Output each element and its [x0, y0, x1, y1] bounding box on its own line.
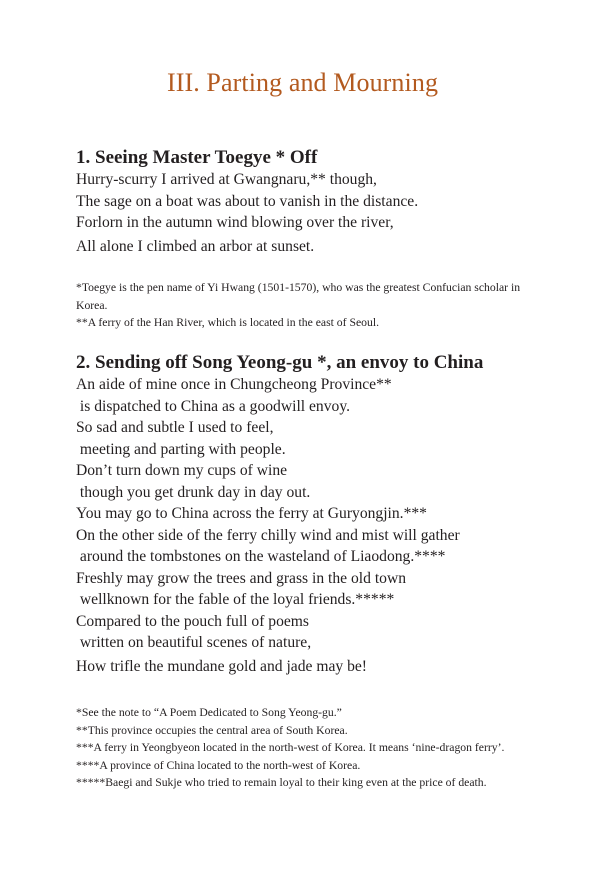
footnote: ****A province of China located to the north-west of Korea.	[76, 758, 361, 772]
poem-line: So sad and subtle I used to feel,	[76, 419, 274, 436]
poem-section-1	[76, 147, 546, 257]
poem-line: Hurry-scurry I arrived at Gwangnaru,** though,	[76, 171, 377, 188]
poem-heading: 1. Seeing Master Toegye * Off	[76, 147, 318, 168]
poem-line: though you get drunk day in day out.	[76, 483, 311, 501]
poem-line: is dispatched to China as a goodwill envoy.	[76, 397, 351, 415]
poem-line: You may go to China across the ferry at Guryongjin.***	[76, 505, 427, 522]
poem-line: How trifle the mundane gold and jade may be!	[76, 657, 367, 675]
footnote: ***A ferry in Yeongbyeon located in the north-west of Korea. It means ‘nine-dragon ferry’.	[76, 741, 505, 754]
footnote: *Toegye is the pen name of Yi Hwang (1501-1570), who was the greatest Confucian scholar in Korea.	[76, 281, 521, 312]
poem-line: An aide of mine once in Chungcheong Province**	[76, 376, 392, 393]
poem-section-2	[76, 352, 546, 677]
footnote: *See the note to “A Poem Dedicated to Song Yeong-gu.”	[76, 706, 342, 719]
poem-line: Freshly may grow the trees and grass in the old town	[76, 569, 407, 587]
poem-line: On the other side of the ferry chilly wind and mist will gather	[76, 526, 460, 544]
footnotes-section-2	[76, 704, 536, 792]
poem-line: All alone I climbed an arbor at sunset.	[76, 237, 315, 255]
poem-line: meeting and parting with people.	[76, 440, 286, 458]
footnote: **A ferry of the Han River, which is located in the east of Seoul.	[76, 316, 380, 329]
poem-line: Don’t turn down my cups of wine	[76, 462, 288, 479]
footnote: *****Baegi and Sukje who tried to remain loyal to their king even at the price of death.	[76, 776, 487, 789]
poem-heading: 2. Sending off Song Yeong-gu *, an envoy to China	[76, 352, 484, 373]
poem-line: Forlorn in the autumn wind blowing over the river,	[76, 214, 394, 231]
footnote: **This province occupies the central area of South Korea.	[76, 723, 348, 737]
poem-line: Compared to the pouch full of poems	[76, 612, 309, 630]
footnotes-section-1	[76, 279, 536, 332]
poem-line: written on beautiful scenes of nature,	[76, 634, 312, 651]
poem-line: wellknown for the fable of the loyal friends.*****	[76, 591, 395, 608]
poem-line: around the tombstones on the wasteland of Liaodong.****	[76, 548, 446, 565]
poem-line: The sage on a boat was about to vanish in the distance.	[76, 192, 419, 210]
chapter-title: III. Parting and Mourning	[166, 68, 439, 97]
